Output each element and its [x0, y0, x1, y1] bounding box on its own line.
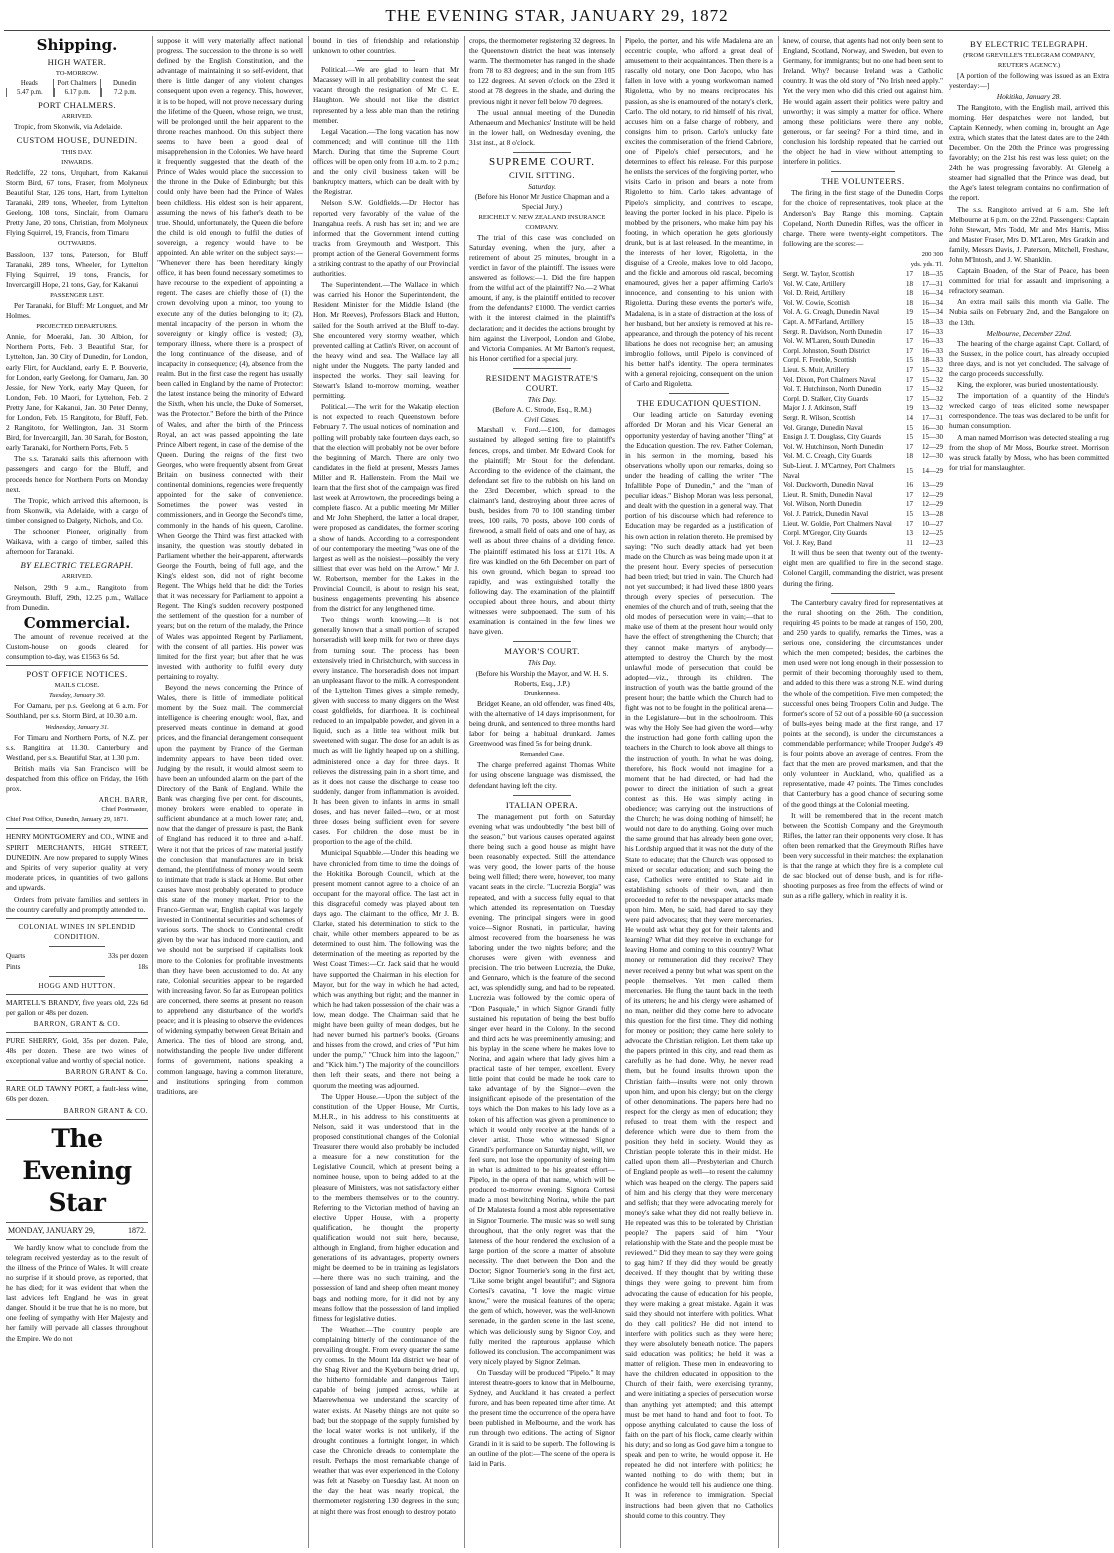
- volunteers-text: The Canterbury cavalry fired for representatives at the rural shooting on the 26th. The condition, requiring 45 points to be made at ranges of 150, 200, and 250 yards to qualify, remarks the Times, was a serious one, considering the circumstances under which the men competed; besides, the carbines the men used were not long enough in their possession to permit of their becoming thoroughly used to them, and added to this there was a strong N.E. wind during the whole of the competition. Five men competed; the successful ones being Troopers Colin and Judge. The former's score of 52 out of a possible 60 (a succession of bulls-eyes being made at the first range, and 17 points at the second), is under the circumstances a commendable performance; while Trooper Judge's 49 is four points above an average of centres. From the fact that the men are proved marksmen, and that the only volunteer in Auckland, who, qualified as a representative, made 47 points. The Times concludes that Canterbury has a good chance of securing some of the good things at the Colonial meeting.: [783, 597, 943, 809]
- score-200: 17: [906, 375, 913, 384]
- score-name: Vol. Dixon, Port Chalmers Naval: [783, 375, 876, 384]
- price-pints: Pints 18s: [6, 962, 148, 971]
- score-total: 16—33: [922, 346, 943, 355]
- score-name: Vol. T. Hutchinson, North Dunedin: [783, 385, 882, 394]
- score-200: 17: [906, 385, 913, 394]
- score-row: [783, 328, 943, 338]
- score-row: [783, 414, 943, 424]
- inwards-label: INWARDS.: [61, 158, 93, 166]
- remanded-label: Remanded Case.: [519, 751, 565, 759]
- score-200: 16: [906, 481, 913, 490]
- score-name: Vol. W. Cate, Artillery: [783, 279, 846, 288]
- paper-title: The Evening Star: [22, 1123, 132, 1217]
- opera-heading: ITALIAN OPERA.: [505, 799, 579, 810]
- score-row: [783, 491, 943, 501]
- wednesday-label: Wednesday, January 31.: [45, 723, 109, 731]
- score-total: 14—29: [922, 466, 943, 475]
- score-name: Vol. W. M'Laren, South Dunedin: [783, 337, 875, 346]
- volunteers-text: The firing in the first stage of the Dunedin Corps for the choice of representatives, took place at the Anderson's Bay Range this morning. Captain Copeland, North Dunedin Rifles, was the officer in charge. There were twenty-eight competitors. The following are the scores:—: [783, 188, 943, 248]
- opera-text: On Tuesday will be produced "Pipelo." It may interest theatre-goers to know that in Melbourne, Sydney, and Auckland it has created a perfect furore, and has been repeated time after time. At the present time the occurrence of the opera have been published in Melbourne, and the work has run through two editions. The acting of Signor Grandi in it is said to be superb. The following is an outline of the plot:—The scene of the opera is laid in Paris.: [469, 1367, 615, 1468]
- score-200: 17: [906, 490, 913, 499]
- ad-sherry-by: BARRON GRANT & Co.: [65, 1068, 148, 1077]
- score-row: [783, 510, 943, 520]
- score-row: [783, 318, 943, 328]
- rm-court-heading: RESIDENT MAGISTRATE'S COURT.: [485, 372, 599, 393]
- score-row: [783, 500, 943, 510]
- tide-heads: Heads 5.47 p.m.: [6, 79, 53, 97]
- saturday-label: Saturday.: [528, 182, 556, 192]
- news-item: Nelson S.W. Goldfields.—Dr Hector has reported very favorably of the value of the Inangahua reefs. A rush has set in; and we are informed that the Government intend cutting tracks from Greymouth and Westport. This prompt action of the General Government forms a striking contrast to the apathy of our Provincial authorities.: [313, 198, 459, 279]
- dateline: MONDAY, JANUARY 29, 1872.: [8, 1225, 146, 1235]
- score-200: 17: [906, 346, 913, 355]
- score-200: 18: [906, 279, 913, 288]
- divider: [6, 994, 148, 995]
- score-total: 15—30: [922, 433, 943, 442]
- score-row: [783, 289, 943, 299]
- news-item: Political.—The writ for the Wakatip election is not expected to reach Queenstown before February 7. The usual notices of nomination and polling will probably take fourteen days each, so that the election will probably not be over before the beginning of March. There are only two candidates in the field at present, Messrs James Miller and R. Hallenstein. From the Mail we learn that the first shot of the campaign was fired last week at Arrowtown, the proceedings being a complete fiasco. At a public meeting Mr Miller and Mr John Shepherd, the latter a local draper, were proposed as candidates, the former scoring a show of hands. According to a correspondent of our contemporary the meeting "was one of the largest as well as the noisiest—possibly the very silliest that ever was held on the Arrow." Mr J. W. Robertson, member for the Lakes in the Provincial Council, is about to resign his seat, business engagements preventing his absence from the district for any lengthened time.: [313, 402, 459, 614]
- case-text: Bridget Keane, an old offender, was fined 40s, with the alternative of 14 days imprisonment, for being drunk, and sentenced to three months hard labor for being a habitual drunkard. James Greenwood was fined 5s for being drunk.: [469, 698, 615, 749]
- score-200: 17: [906, 519, 913, 528]
- score-row: [783, 539, 943, 549]
- high-water-heading: HIGH WATER.: [47, 57, 107, 67]
- column-rule: [152, 36, 153, 1548]
- score-row: [783, 347, 943, 357]
- score-total: 12—29: [922, 500, 943, 509]
- score-200: 17: [906, 500, 913, 509]
- telegraph-text: The s.s. Rangitoto arrived at 6 a.m. She left Melbourne at 6 p.m. on the 22nd. Passengers: Captain John Stewart, Mrs Todd, Mr and Mrs Harris, Miss and Master Fraser, Mrs D. M'Laren, Mrs Gratkin and family, Messrs Davis, J. Paterson, Mitchell, Freshaw, John M'Intosh, and J. W. Shanklin.: [949, 204, 1109, 264]
- score-name: Corpl. M'Gregor, City Guards: [783, 529, 867, 538]
- arrived-text: Tropic, from Skonwik, via Adelaide.: [14, 122, 123, 132]
- civil-sitting-heading: CIVIL SITTING.: [509, 170, 575, 181]
- before-label: (Before his Worship the Mayor, and W. H. S. Roberts, Esq., J.P.): [475, 668, 609, 688]
- score-200: 15: [906, 509, 913, 518]
- news-item: Legal Vacation.—The long vacation has now commenced; and will continue till the 11th March. During that time the Supreme Court offices will be open only from 10 a.m. to 2 p.m.; and the only civil business taken will be bankruptcy matters, which can be dealt with by the Registrar.: [313, 126, 459, 197]
- leading-article: We hardly know what to conclude from the telegram received yesterday as to the result of the illness of the Prince of Wales. It will create no surprise if it should prove, as reported, that he has died; for it was evident that when the last advices left England he was in great danger. Should it be true that he is no more, but one feeling of sympathy with Her Majesty and her family will pervade all classes throughout the Empire. We do not: [6, 1242, 148, 1343]
- tuesday-text: For Oamaru, per p.s. Geelong at 6 a.m. For Southland, per s.s. Storm Bird, at 10.30 a.m.: [6, 701, 148, 721]
- telegraph-note: [A portion of the following was issued as an Extra yesterday:—]: [949, 71, 1109, 91]
- column-6b: [949, 36, 1109, 1548]
- score-name: Capt. A. M'Farland, Artillery: [783, 318, 864, 327]
- score-name: Vol. M. C. Creagh, City Guards: [783, 452, 872, 461]
- score-total: 15—34: [922, 308, 943, 317]
- divider: [49, 946, 106, 947]
- score-total: 17—31: [922, 279, 943, 288]
- ad-montgomery-orders: Orders from private families and settlers in the country carefully and promptly attended to.: [6, 895, 148, 915]
- news-item: The Weather.—The country people are complaining bitterly of the continuance of the prevailing drought. From every quarter the same cry comes. In the Mount Ida district we hear of the Shag River and the Kyeburn being dried up, the hitherto formidable and dangerous Taieri capable of being jumped across, while at Maerewhenua we understand the scarcity of water exists. At Naseby things are not quite so bad; but the stoppage of the supply furnished by the local water works is not unlikely, if the drought continues a fortnight longer, in which case the Chronicle dreads to contemplate the result. Perhaps the most remarkable change of weather that was ever experienced in the Colony was felt at Naseby on Tuesday last. At noon on the day the heat was nearly tropical, the thermometer registering 130 degrees in the sun; at night there was frost enough to destroy potato: [313, 1324, 459, 1516]
- score-name: Major J. J. Atkinson, Staff: [783, 404, 857, 413]
- column-6: [783, 36, 1109, 1548]
- score-total: 12—25: [922, 529, 943, 538]
- score-row: [783, 270, 943, 280]
- score-200: 15: [906, 466, 913, 475]
- score-200: 15: [906, 318, 913, 327]
- divider: [6, 665, 148, 666]
- before-label: (Before his Honor Mr Justice Chapman and a Special Jury.): [474, 192, 610, 212]
- divider: [6, 828, 148, 829]
- score-total: 15—32: [922, 385, 943, 394]
- telegraph-text: An extra mail sails this month via Galle. The Nubia sails on February 2nd, and the Bangalore on the 13th.: [949, 297, 1109, 327]
- score-200: 19: [906, 308, 913, 317]
- ad-brandy-by: BARRON, GRANT & CO.: [33, 1019, 121, 1028]
- score-header: yds. yds. Tl.: [910, 260, 943, 268]
- score-name: Vol. J. Patrick, Dunedin Naval: [783, 509, 869, 518]
- score-total: 18—35: [922, 270, 943, 279]
- score-name: Corpl. Johnston, South District: [783, 346, 870, 355]
- post-office-heading: POST OFFICE NOTICES.: [26, 669, 128, 680]
- this-day-label: THIS DAY.: [61, 148, 93, 156]
- score-200: 17: [906, 394, 913, 403]
- score-row: [783, 337, 943, 347]
- mails-close-label: MAILS CLOSE.: [54, 682, 100, 690]
- score-row: [783, 452, 943, 462]
- opera-text: The management put forth on Saturday evening what was undoubtedly "the best bill of the season," but various causes operated against there being such a good house as might have been reasonably expected. Still the attendance was very good, the lower parts of the house being well filled; there were, however, too many vacant seats in the circle. "Lucrezia Borgia" was repeated, and with a success fully equal to that which attended its representation on Tuesday evening. The principal singers were in good voice—Signor Rosnati, in particular, having almost recovered from the hoarseness he was laboring under the two nights before; and the choruses were given with evenness and precision. The trio between Lucrezia, the Duke, and Gennaro, which is the feature of the second act, was splendidly sung, and had to be repeated. Lucrezia was followed by the comic opera of "Don Pasquale," in which Signor Grandi fully sustained his reputation of being the best buffo singer ever heard in the Colony. In the second and third acts he was preeminently amusing; and his byplay in the scene where he makes love to Norina, and again where that lady gives him a practical taste of her temper, excellent. Every little point that could be made he took care to take advantage of by the Signor—even the insignificant episode of the presentation of the toys which the Don makes to his lady love as a token of his affection was given a prominence to which it would only receive at the hands of a clever artist. Those who witnessed Signor Grandi's performance on Saturday night, will, we feel sure, not lose the opportunity of seeing him in what is admitted to be his greatest effort—Pipelo, in the opera of that name, which will be produced to-morrow evening. Signora Cortesi made a most bewitching Norina, while the part of Dr Malatesta found a most able representative in Signor Tournerie. The music was so well sung throughout, that the only regret was that the lateness of the hour rendered the exclusion of a large portion of the score a matter of absolute necessity. The duet between the Don and the Doctor; Signor Tournerie's song in the first act, "Like some bright angel beautiful"; and Signora Cortesi's cavatina, "I love the magic virtue know," were the musical features of the opera; the gem of which, however, was the well-known serenade, in the garden scene in the last scene, which was deliciously sung by Signor Coy, and fully merited the rapturous applause which followed its conclusion. The accompaniment was very nicely played by Signor Zelman.: [469, 811, 615, 1366]
- outwards-text: Bassloon, 137 tons, Paterson, for Bluff Taranaki, 289 tons, Wheeler, for Lyttelton Flying Squirrel, 19 tons, Francis, for Invercargill Hope, 21 tons, Gay, for Kakanui: [6, 249, 148, 289]
- case-text: The charge preferred against Thomas White for using obscene language was dismissed, the defendant having left the city.: [469, 760, 615, 790]
- news-item: Political.—We are glad to learn that Mr Macassey will in all probability contest the seat vacant through the resignation of Mr C. E. Haughton. We should not like the district represented by a less able man than the retiring member.: [313, 65, 459, 125]
- news-item: The Superintendent.—The Wallace in which was carried his Honor the Superintendent, the Resident Minister for the Middle Island (the Hon. Mr Reeves), Professors Black and Hutton, sailed for the South arrived at the Bluff to-day. She encountered very stormy weather, which prevented calling at Catlin's River, on account of the heavy wind and sea. The Wallace lay all night under the Nuggets. The party landed and inspected the works. They sail leaving for Stewart's Island to-morrow morning, weather permitting.: [313, 280, 459, 401]
- divider: [6, 1119, 148, 1120]
- dateline-hokitika: Hokitika, January 28.: [996, 92, 1062, 102]
- telegraph-text: King, the explorer, was buried unostentatiously.: [957, 380, 1099, 390]
- tuesday-label: Tuesday, January 30.: [48, 692, 106, 700]
- score-row: [783, 424, 943, 434]
- column-5: [625, 36, 773, 1548]
- score-total: 13—28: [922, 509, 943, 518]
- port-chalmers-heading: PORT CHALMERS.: [38, 100, 116, 111]
- divider: [6, 1239, 148, 1240]
- divider: [669, 393, 728, 394]
- ad-hogg: HOGG AND HUTTON.: [38, 981, 116, 990]
- projected-label: PROJECTED DEPARTURES.: [36, 323, 118, 331]
- telegraph-text: The hearing of the charge against Capt. Collard, of the Sussex, in the police court, has already occupied three days, and is not yet concluded. The salvage of the cargo proceeds successfully.: [949, 338, 1109, 378]
- ad-port: RARE OLD TAWNY PORT, a fault-less wine, 60s per dozen.: [6, 1084, 148, 1104]
- score-name: Vol. J. Key, Band: [783, 538, 832, 547]
- opera-text: Pipelo, the porter, and his wife Madalena are an eccentric couple, who afford a great deal of amusement to their acquaintances. Then there is a rascally old notary, one Don Jacopo, who has fallen in love with a young workwoman named Rigoletta, who by no means reciprocates his passion, as she is enamoured of the notary's clerk, Carlo. The old notary, to rid himself of his rival, accuses him on a false charge of robbery, and consigns him to prison. Carlo's unlucky fate excites the commiseration of the friend Cabriore, one of Pipelo's chief persecutors, and he determines to effect his release. For this purpose he enlists the services of the forgiving porter, who visits Carlo in prison and bears a note from Rigoletto to him. Carlo takes advantage of Pipelo's simplicity, and contrives to escape, leaving the porter locked in his place. Pipelo is mobbed by the prisoners, who make him pay his footing, in which operation he gets gloriously drunk, but is at last released. In the meantime, in the interests of her lover, Rigoletta, in the disguise of a Creole, makes love to old Jacopo, and the fickle and amorous old rascal, becoming enamoured, gives her a paper affirming Carlo's innocence, and consenting to his union with Rigoletta. During these events the porter's wife, Madalena, is in a state of distraction at the loss of her husband, but her anxiety is removed at his re-appearance, and through the potency of his recent libations he does not recognise her; an amusing imbroglio follows, until Pipelo is convinced of his better half's identity. The opera terminates with a general rejoicing, consequent on the union of Carlo and Rigoletta.: [625, 36, 773, 389]
- leading-article: Beyond the news concerning the Prince of Wales, there is little of immediate political moment by the Suez mail. The commercial intelligence is cheering enough: wool, flax, and preserved meats continue in demand at good prices, and the financial derangement consequent upon the payment by France of the German indemnity appears to have been tided over. Judging by the result, it would almost seem to have been an unfounded alarm on the part of the Directory of the Bank of England. While the Bank was charging five per cent. for discounts, money brokers were enabled to operate in sufficient abundance at a much lower rate; and, now that the danger of pressure is past, the Bank of England has reduced it to three and a-half. Were it not that the prices of raw material justify the conclusion that manufactures are in brisk demand, the plentifulness of money would seem to intimate that trade is slack at Home. But other causes have most probably operated to produce this state of the money market. Prior to the Franco-German war, English capital was largely invested in Continental securities and schemes of various sorts. The shock to Continental credit given by the war has induced more caution, and we should not be surprised if capitalists look more to the Colonies for profitable investments than they have been accustomed to do. At any rate, Colonial securities appear to be regarded with increasing favor. So far as European politics are concerned, there seems at present no reason to apprehend any disturbance of the world's peace; and it is pleasing to observe the evidences of widening sympathy between Great Britain and America. The ties of blood are strong, and, notwithstanding the people live under different forms of government, nations speaking a common language, having a common literature, and institutions springing from common traditions, are: [157, 683, 303, 1096]
- score-name: Corpl. F. Freeble, Scottish: [783, 356, 857, 365]
- score-name: Ensign J. T. Douglass, City Guards: [783, 433, 882, 442]
- score-200: 17: [906, 337, 913, 346]
- ad-brandy: MARTELL'S BRANDY, five years old, 22s 6d per gallon or 48s per dozen.: [6, 997, 148, 1017]
- tide-table: [6, 79, 148, 97]
- divider: [513, 641, 571, 642]
- divider: [831, 593, 895, 594]
- score-total: 16—33: [922, 327, 943, 336]
- score-total: 10—27: [922, 519, 943, 528]
- score-200: 18: [906, 298, 913, 307]
- score-name: Vol. W. Hutchinson, North Dunedin: [783, 442, 884, 451]
- score-200: 11: [906, 538, 913, 547]
- score-200: 13: [906, 529, 913, 538]
- tide-port: Port Chalmers 6.17 p.m.: [53, 79, 101, 97]
- news-item: Municipal Squabble.—Under this heading we have chronicled from time to time the doings of the Hokitika Borough Council, which at the present moment cannot agree to a choice of an occupant for the mayoral office. The last act in this disgraceful comedy was played about ten days ago. The claimant to the office, Mr J. B. Clarke, stated his determination to stick to the chair, while other members appeared to be as determined to oust him. The following was the determination of the meeting as reported by the West Coast Times:—Cr. Jack said that he would have supported the Chairman in his election for Mayor, but for the way in which he had acted, which was anything but right; and the manner in which he had taken possession of the chair was a low, mean dodge. The Chairman said that he might have been guilty of mean dodges, but he had never burned his partner's books. (Groans and hisses from the crowd, and cries of "Put him under the pump," "Chuck him into the lagoon," and "Kick him.") The majority of the councillors then left their seats, and there not being a quorum the meeting was adjourned.: [313, 848, 459, 1090]
- arrived-label: ARRIVED.: [61, 113, 93, 121]
- price-quarts: Quarts 33s per dozen: [6, 952, 148, 961]
- score-total: 12—23: [922, 538, 943, 547]
- divider: [6, 1222, 148, 1223]
- divider: [6, 918, 148, 919]
- score-table: [783, 270, 943, 548]
- ad-colonial-wines: COLONIAL WINES IN SPLENDID CONDITION.: [18, 923, 136, 942]
- score-200: 18: [906, 289, 913, 298]
- tel-arrived-label: ARRIVED.: [61, 573, 93, 581]
- shipping-heading: Shipping.: [36, 36, 118, 54]
- divider: [49, 976, 106, 977]
- score-200: 18: [906, 452, 913, 461]
- score-row: [783, 280, 943, 290]
- education-text: Our leading article on Saturday evening afforded Dr Moran and his Vicar General an opportunity yesterday of having another "fling" at the Education question. The rev. Father Coleman, in his sermon in the morning, based his observations wholly upon our remarks, doing so under the heading of calling the writer "The Infallible Pope of Dunedin," and the "man of peculiar ideas." Bishop Moran was less personal, and dealt with the question in a general way. That portion of his discourse which had reference to Education may be regarded as a justification of his own action in relation thereto. He premised by saying: "No such deadly attack had yet been made on the Church as was being made upon it at the present hour. Every species of persecution had been tried; but tried in vain. The Church had not yet succumbed; it had lived these 1800 years through every species of persecution. The enemies of the church and of truth, seeing that the old modes of persecution were in vain;—that to make use of them at the present hour would only have the effect of strengthening the Church; that they cannot make martyrs of anybody—attempted to destroy the Church by the most unlawful mode of persecution that could be adopted—viz., through its children. The instruction of youth was the battle ground of the present hour; the battle which the Church had to fight was not to be fought in the political arena—in the Legislature—but in the schoolroom. This was why the Holy See had given the word—why the instruction had gone forth calling upon the teachers in the Church to look above all things to the instruction of youth. In what he was doing, therefore, his flock would not imagine for a moment that he had directed, or had had the power to direct the initiation of such a great contest as this. He was simply acting in obedience; was carrying out the instructions of the Church; he was doing nothing of himself; he would not dare to do anything. Going over much the same ground that has already been gone over, his Lordship argued that it was not the duty of the State to educate; that the Church was opposed to mixed or secular education; and such being the case, Catholics were entitled to State aid in establishing schools of their own, and then proceeded to refer to the newspaper attacks made upon him. Men, he said, had dared to say they were paid advocates; that they were mercenaries. He would ask what they got for their talents and learning? What did they receive in exchange for leaving Home and coming to this country? What money or remuneration did they receive? They never received a penny but what was spent on the people themselves. Yet men called them mercenaries. He flung the taunt back in the teeth of its utterers; he and his clergy were ashamed of no man, neither did they come here to advocate this question for the first time. They did nothing for money or position; they came here solely to advocate the Christian religion. Let them take up the papers printed in this city, and read them as carefully as he had done. Why, he never read them, but he found insults thrown upon the Christian faith—insults were not only thrown upon him, and upon his clergy; but on the clergy of other denominations. The papers here had no respect for the clergy as men of education; they refused to treat them with the respect and deference which were due to them from the position they held in society. Would they as Christian people tolerate this in their midst. He called upon them all—Presbyterian and Church of England people as well—to resent the calumny which was heaped on the clergy. The papers said of him and his clergy that they were mercenary and selfish; that they were advocating merely for money's sake what they did not really believe in. He repeated was this to be tolerated by Christian people? The papers said of him "Your relationship with the State and the people must be reviewed." Did they mean to say they were going to gag him? If they did they would be greatly deceived. If they thought that by writing these things they were going to prevent him from advocating the cause of education for his people, they were making a great mistake. Again it was said they should not interfere with politics. What do they call politics? He did not intend to interfere with politics such as they were here; they were absolutely beneath notice. The papers said education was politics; he held it was a matter of religion. These men in endeavoring to have the children educated in opposition to the Church of their faith, were exercising tyranny, and were initiating a species of persecution worse than anything yet attempted; and this attempt must be met hand to hand and foot to foot. To oppose anything calculated to cause the loss of faith on the part of his flock, came clearly within his duty; and so long as God gave him a tongue to speak and pen to write, he would oppose it. He repeated he did not interfere with politics; he wanted nothing to do with them; but in confidence he would tell his audience one thing. It was in reference to immigration. Special instructions had been given that no Catholics should come to this country. They: [625, 410, 773, 1520]
- po-date: Chief Post Office, Dunedin, January 29, 1871.: [6, 816, 129, 824]
- score-total: 16—33: [922, 337, 943, 346]
- score-name: Lieut. W. Goldie, Port Chalmers Naval: [783, 519, 892, 528]
- score-200: 17: [906, 270, 913, 279]
- article-text: bound in ties of friendship and relationship unknown to other countries.: [313, 36, 459, 56]
- this-day-label: This Day.: [527, 395, 557, 405]
- inwards-text: Redcliffe, 22 tons, Urquhart, from Kakanui Storm Bird, 67 tons, Fraser, from Molyneux Beautiful Star, 126 tons, Hart, from Lyttelton Taranaki, 289 tons, Wheeler, from Lyttelton Geelong, 108 tons, Sinclair, from Oamaru Pretty Jane, 20 tons, Christian, from Molyneux Flying Squirrel, 19, Francis, from Timaru: [6, 167, 148, 238]
- score-200: 15: [906, 356, 913, 365]
- score-name: Vol. Grange, Dunedin Naval: [783, 423, 863, 432]
- score-total: 13—32: [922, 404, 943, 413]
- score-name: Sergt. W. Taylor, Scottish: [783, 270, 855, 279]
- score-total: 16—34: [922, 289, 943, 298]
- score-200: 17: [906, 442, 913, 451]
- score-row: [783, 356, 943, 366]
- score-name: Sub-Lieut. J. M'Cartney, Port Chalmers Naval: [783, 461, 895, 480]
- score-row: [783, 520, 943, 530]
- score-total: 15—32: [922, 394, 943, 403]
- shipping-news: The schooner Pioneer, originally from Waikava, with a cargo of timber, sailed this afternoon for Taranaki.: [6, 527, 148, 557]
- case-title: REICHELT V. NEW ZEALAND INSURANCE COMPANY.: [478, 213, 606, 231]
- column-rule: [308, 36, 309, 1548]
- score-name: Vol. W. Cowie, Scottish: [783, 298, 850, 307]
- column-3: [313, 36, 459, 1548]
- ad-port-by: BARRON GRANT & CO.: [63, 1106, 148, 1115]
- masthead-rule: [4, 30, 1110, 31]
- ad-sherry: PURE SHERRY, Gold, 35s per dozen. Pale, 48s per dozen. These are two wines of exceptional value and worthy of special notice.: [6, 1035, 148, 1066]
- score-total: 12—29: [922, 442, 943, 451]
- this-day-label: This Day.: [527, 658, 557, 668]
- column-rule: [620, 36, 621, 1548]
- postmaster-title: Chief Postmaster,: [101, 806, 148, 814]
- score-row: [783, 481, 943, 491]
- column-4: [469, 36, 615, 1548]
- ad-montgomery: HENRY MONTGOMERY and CO., WINE and SPIRIT MERCHANTS, HIGH STREET, DUNEDIN. Are now prepared to supply Wines and Spirits of very superior quality at very moderate prices, in quantities of two gallons and upwards.: [6, 832, 148, 892]
- volunteers-text: It will be remembered that in the recent match between the Scottish Company and the Greymouth Rifles, the latter ran their opponents very close. It has often been remarked that the Greymouth Rifles have been very successful in their matches: the explanation is that the range at which they fire is a complete cul de sac blocked out of dense bush, and is for rifle-shooting purposes as free from the effects of wind or sun as a rifle gallery, which in reality it is.: [783, 810, 943, 901]
- shipping-news: The Tropic, which arrived this afternoon, is from Skonwik, via Adelaide, with a cargo of timber consigned to Dalgety, Nichols, and Co.: [6, 495, 148, 525]
- custom-house-heading: CUSTOM HOUSE, DUNEDIN.: [16, 135, 138, 146]
- column-2: [157, 36, 303, 1548]
- divider: [6, 1080, 148, 1081]
- score-name: Lieut. S. Muir, Artillery: [783, 366, 850, 374]
- score-row: [783, 366, 943, 376]
- news-item: The usual annual meeting of the Dunedin Athenaeum and Mechanics' Institute will be held in the lower hall, on Wednesday evening, the 31st inst., at 8 o'clock.: [469, 107, 615, 147]
- score-name: Vol. A. G. Creagh, Dunedin Naval: [783, 308, 880, 317]
- volunteers-text: It will thus be seen that twenty out of the twenty-eight men are qualified to fire in the second stage. Colonel Cargill, commanding the district, was present during the firing.: [783, 548, 943, 588]
- postmaster-name: ARCH. BARR,: [98, 796, 148, 805]
- volunteers-heading: THE VOLUNTEERS.: [821, 176, 905, 187]
- score-200: 15: [906, 423, 913, 432]
- column-6a: [783, 36, 943, 1548]
- divider: [6, 1032, 148, 1033]
- drunkenness-label: Drunkenness.: [523, 689, 561, 697]
- news-item: crops, the thermometer registering 32 degrees. In the Queenstown district the heat was intensely warm. The thermometer has ranged in the shade from 78 to 83 degrees; and in the sun from 105 to 122 degrees. At seven o'clock on the 23rd it stood at 78 degrees in the shade, and during the previous night it never fell below 70 degrees.: [469, 36, 615, 106]
- education-heading: THE EDUCATION QUESTION.: [636, 398, 762, 409]
- masthead: THE EVENING STAR, JANUARY 29, 1872: [385, 6, 729, 25]
- score-total: 12—29: [922, 490, 943, 499]
- score-200: 15: [906, 433, 913, 442]
- score-name: Corpl. D. Stalker, City Guards: [783, 394, 869, 403]
- score-row: [783, 529, 943, 539]
- commercial-text: The amount of revenue received at the Custom-house on goods cleared for consumption to-day, was £1563 6s 5d.: [6, 631, 148, 661]
- divider: [513, 152, 571, 153]
- score-200: 17: [906, 366, 913, 374]
- score-row: [783, 395, 943, 405]
- news-item: The Upper House.—Upon the subject of the constitution of the Upper House, Mr Curtis, M.H.R., in his address to his constituents at Nelson, said it was understood that in the proposed constitutional changes of the Colonial Treasurer there would also probably be included a measure for a new constitution for the Legislative Council, which at present being a nominee house, upon to being added to at the pleasure of Ministers, was not satisfactory either to the members themselves or to the country. Referring to the Victorian method of having an elective Upper House, with a property qualification, he thought the property qualification would not suit here, because, although in England, from higher education and generations of its advantages, property owners might be deemed to be in training as legislators—here there was no such training, and the possession of land and sheep often meant money bags and nothing more, for it did not by any means follow that the possession of land implied fitness for legislative duties.: [313, 1091, 459, 1323]
- divider: [513, 795, 571, 796]
- outwards-label: OUTWARDS.: [57, 240, 97, 248]
- telegraph-text: Captain Boaden, of the Star of Peace, has been committed for trial for assault and imprisoning a refractory seaman.: [949, 266, 1109, 296]
- case-text: The trial of this case was concluded on Saturday evening, when the jury, after a retirement of about 25 minutes, brought in a verdict in favor of the plaintiff. The issues were answered as follows:—1. Did the fire happen from the wilful act of the plaintiff? No.—2 What amount, if any, is the plaintiff entitled to recover from the defendants? £1000. The verdict carries with it the interest claimed in the plaintiff's declaration; and it decides the actions brought by him against the Liverpool, London and Globe, and Victoria Companies. At Mr Barton's request, his Honor certified for a special jury.: [469, 232, 615, 363]
- wednesday-text: For Timaru and Northern Ports, of N.Z. per s.s. Rangitira at 11.30. Canterbury and Westland, per s.s. Beautiful Star, at 1.30 p.m.: [6, 732, 148, 762]
- education-text: knew, of course, that agents had not only been sent to England, Scotland, Norway, and Sweden, but even to Germany, for immigrants; but no one had been sent to Ireland. Why? because Ireland was a Catholic country. It was the old story of "No Irish need apply." Yet the very men who did this cried out against him. He would again assert their politics were paltry and unworthy; it was simply a matter for office. Where among these politicians were there any noble, generous, or far seeing? For a third time, and in conclusion his lordship repeated that he carried out the object he had in view without attempting to interfere in politics.: [783, 36, 943, 167]
- score-200: 17: [906, 327, 913, 336]
- telegraph-text: A man named Morrison was detected stealing a rug from the shop of Mr Moss, Bourke street. Morrison was struck fatally by Moss, who has been committed for trial for manslaughter.: [949, 432, 1109, 472]
- projected-text: Annie, for Moeraki, Jan. 30 Albion, for Northern Ports, Feb. 3 Beautiful Star, for Lyttelton, Jan. 30 City of Dunedin, for London, early Flirt, for Auckland, early E. P. Bouverie, for London, early Geelong, for Oamaru, Jan. 30 Jessie, for New York, early May Queen, for London, Feb. 10 Maori, for Lyttelton, Feb. 2 Pretty Jane, for Kakanui, Jan. 30 Peter Denny, for London, Feb. 15 Rangitoto, for Bluff, Feb. 2 Rangitoto, for Wellington, Jan. 31 Storm Bird, for Invercargill, Jan. 30 Sarah, for Boston, early Taranaki, for Northern Ports, Feb. 5: [6, 332, 148, 453]
- column-rule: [778, 36, 779, 1548]
- telegraph-heading: BY ELECTRIC TELEGRAPH.: [970, 39, 1088, 49]
- mayors-court-heading: MAYOR'S COURT.: [504, 646, 580, 657]
- score-header: 200 300: [921, 250, 943, 258]
- score-row: [783, 443, 943, 453]
- case-text: Marshall v. Ford.—£100, for damages sustained by alleged setting fire to plaintiff's fences, crops, and timber. Mr Edward Cook for the plaintiff; Mr Stout for the defendant. According to the evidence of the claimant, the defendant set fire to the rubbish on his land on the 23rd December, which spread to the claimant's land, destroying about three acres of bush, besides from 70 to 100 standing timber trees, 100 rails, 70 posts, above 100 cords of firewood, a small field of oats and one of hay, as well as about three chains of a dividing fence. The plaintiff estimated his loss at £171 10s. A fire was kindled on the 6th December on part of his own ground, which began to spread too rapidly, and was extinguished totally the following day. The examination of the plaintiff occupied about three hours, and about thirty witnesses were subpoenaed. The sum of his examination is contained in the few lines we have given.: [469, 425, 615, 637]
- score-row: [783, 404, 943, 414]
- score-total: 12—30: [922, 452, 943, 461]
- score-name: Sergt. R. Davidson, North Dunedin: [783, 327, 882, 336]
- score-name: Lieut. R. Smith, Dunedin Naval: [783, 490, 873, 499]
- score-row: [783, 462, 943, 481]
- score-total: 15—32: [922, 366, 943, 374]
- supreme-court-heading: SUPREME COURT.: [488, 156, 596, 169]
- tomorrow-label: TO-MORROW.: [55, 70, 99, 78]
- leading-article: suppose it will very materially affect national progress. The succession to the throne is so well defined by the English Constitution, and the advantage of maintaining it so self-evident, that there is little danger of any violent changes consequent upon even a regency. This, however, it is to be hoped, will not prove necessary during the lifetime of the Queen, whose reign, we trust, will be prolonged until the heir apparent to the throne reaches manhood. On this subject there seems to have been a good deal of misapprehension in the Colonies. We have heard it frequently suggested that the death of the Prince of Wales would place the succession to the throne in the Duke of Edinburgh; but this could only have been had the Prince of Wales been childless. His eldest son is heir apparent, assuming the news of his father's death to be true. Should, unfortunately, the Queen die before the child is old enough to fulfil the duties of sovereign, a regency would have to be appointed. An able writer on the subject says:— "Whenever there has been hereditary kingly office, it has been found necessary sometimes to have recourse to the expedient of appointing a regent. The cases are chiefly those of (1) the crown devolving upon a minor, too young to execute any of the duties belonging to it; (2), mental incapacity of the person in whom the sovereignty or kingly office is vested; (3), temporary illness, where there is a prospect of the long continuance of the disease, and of incapacity in consequence; (4), absence from the realm. But in the first case the regent has usually been called in England by the name of Protector: the latest instance being the minority of Edward the Sixth, when his uncle, the Duke of Somerset, was the Protector." Before the birth of the Prince of Wales, and after the birth of the Princess Royal, an act was passed appointing the late Prince Albert regent, in case of the demise of the Queen. During the reigns of the first two Georges, who were frequently absent from Great Britain on business connected with their continental dominions, regencies were frequently appointed for the sake of convenience. Sometimes the power was vested in commissioners, and in George the Second's time, commonly in the hands of his queen, Caroline. When George the Third was first attacked with insanity, the question was stoutly debated in Parliament whether the heir-apparent, afterwards George the Fourth, being of full age, and the King's eldest son, did not of right become Regent. The Whigs held that he did: the Tories that it was necessary for Parliament to appoint a Regent. The King's sudden recovery postponed the settlement of the question for a number of years; but on the return of the malady, the Prince of Wales was appointed Regent by Parliament, with the consent of all parties. His power was limited for the first year; but after that he was invested with authority to fulfil every duty pertaining to royalty.: [157, 36, 303, 681]
- score-row: [783, 308, 943, 318]
- score-total: 16—30: [922, 423, 943, 432]
- column-1: [6, 36, 148, 1548]
- telegraph-text: Nelson, 29th 9 a.m., Rangitoto from Greymouth. Bluff, 29th, 12.25 p.m., Wallace from Dunedin.: [6, 582, 148, 612]
- passenger-list-label: PASSENGER LIST.: [50, 291, 104, 299]
- score-row: [783, 299, 943, 309]
- score-row: [783, 433, 943, 443]
- civil-cases-label: Civil Cases.: [524, 415, 560, 425]
- score-name: Vol. D. Reid, Artillery: [783, 289, 846, 298]
- telegraph-text: The importation of a quantity of the Hindu's wrecked cargo of teas elicited some newspaper correspondence. The teas was declared to be unfit for human consumption.: [949, 391, 1109, 431]
- shipping-news: The s.s. Taranaki sails this afternoon with passengers and cargo for the Bluff, and proceeds hence for Northern Ports on Monday next.: [6, 454, 148, 494]
- score-total: 17—31: [922, 413, 943, 422]
- score-row: [783, 376, 943, 386]
- score-row: [783, 385, 943, 395]
- column-rule: [464, 36, 465, 1548]
- score-total: 16—34: [922, 298, 943, 307]
- telegraph-text: The Rangitoto, with the English mail, arrived this morning. Her despatches were not landed, but Captain Kennedy, when coming in, brought an Age extra, which states that the latest dates are to the 24th December. On the 20th the Prince was progressing favorably; on the 21st his rest was less quiet; on the 24th he was progressing favorably. At Glenelg a steamer had signalled that the Prince was dead, but the Age's latest telegram contains no confirmation of the report.: [949, 102, 1109, 203]
- score-name: Vol. Duckworth, Dunedin Naval: [783, 481, 874, 490]
- divider: [513, 368, 571, 369]
- score-name: Sergt. R. Wilson, Scottish: [783, 413, 856, 422]
- divider: [831, 171, 895, 172]
- tide-dunedin: Dunedin 7.2 p.m.: [100, 79, 148, 97]
- telegraph-heading: BY ELECTRIC TELEGRAPH.: [20, 560, 134, 571]
- score-name: Vol. Wilson, North Dunedin: [783, 500, 862, 509]
- divider: [357, 60, 415, 61]
- dateline-melbourne: Melbourne, December 22nd.: [986, 328, 1072, 338]
- before-label: (Before A. C. Strode, Esq., R.M.): [492, 405, 592, 415]
- score-total: 18—33: [922, 356, 943, 365]
- score-total: 18—33: [922, 318, 943, 327]
- british-mails-text: British mails via San Francisco will be despatched from this office on Friday, the 16th prox.: [6, 763, 148, 794]
- passenger-text: Per Taranaki, for Bluff: Mr Longuet, and Mr Holmes.: [6, 300, 148, 321]
- score-200: 14: [906, 413, 913, 422]
- score-total: 15—32: [922, 375, 943, 384]
- score-total: 13—29: [922, 481, 943, 490]
- commercial-heading: Commercial.: [23, 613, 131, 632]
- news-item: Two things worth knowing.—It is not generally known that a small portion of scraped horseradish will keep milk for two or three days from turning sour. The process has been extensively tried in Christchurch, with success in every instance. The horseradish does not impart an unpleasant flavor to the milk. A correspondent of the Lyttelton Times gives a simple remedy, given with success to many diggers on the West coast goldfields, for diarrhoea. It is cochineal reduced to an impalpable powder, and given in a liquid, such as a little tea without milk but sweetened with sugar. The dose for an adult is as much as will lie lightly heaped up on a shilling, administered once a day for three days. It relieves the distressing pain in a short time, and as it does not cause the discharge to cease too suddenly, danger from inflammation is avoided. It has been given to infants in arms in small doses, and has never failed—two, or at most three doses being sufficient even for severe cases. For children the dose must be in proportion to the age of the child.: [313, 615, 459, 847]
- score-200: 19: [906, 404, 913, 413]
- telegraph-source: (FROM GREVILLE'S TELEGRAM COMPANY, REUTER'S AGENCY.): [963, 52, 1095, 70]
